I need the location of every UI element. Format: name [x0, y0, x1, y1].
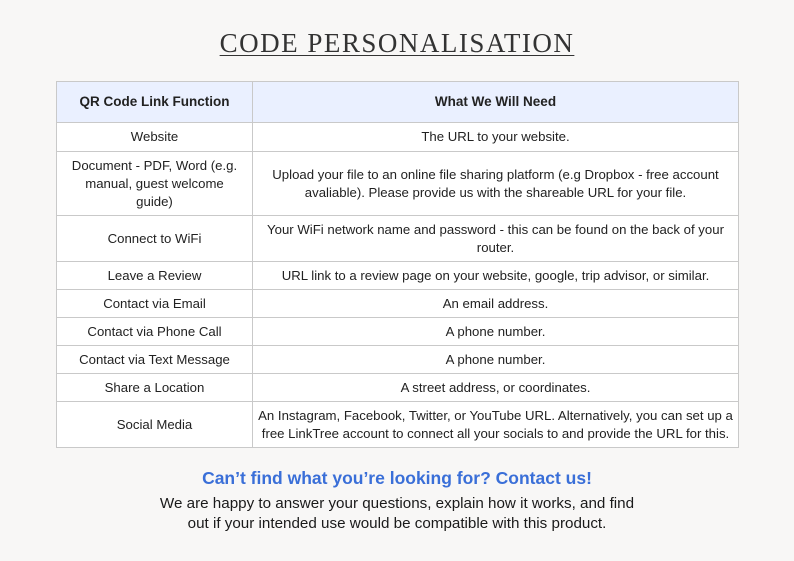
function-cell: Document - PDF, Word (e.g. manual, guest welcome guide): [57, 152, 253, 216]
function-cell: Share a Location: [57, 374, 253, 402]
table-row: [57, 152, 739, 216]
need-cell: A phone number.: [253, 318, 739, 346]
table-row: [57, 216, 739, 262]
table-header-row: [57, 82, 739, 123]
page-title: [0, 28, 794, 59]
table-row: [57, 123, 739, 152]
requirements-table: [56, 81, 739, 448]
function-cell: Contact via Phone Call: [57, 318, 253, 346]
contact-body: We are happy to answer your questions, explain how it works, and find out if your intended use would be compatible with this product.: [159, 495, 635, 532]
table-row: [57, 262, 739, 290]
table-row: [57, 318, 739, 346]
function-cell: Connect to WiFi: [57, 216, 253, 262]
need-cell: Your WiFi network name and password - this can be found on the back of your router.: [253, 216, 739, 262]
function-cell: Contact via Email: [57, 290, 253, 318]
contact-heading: Can’t find what you’re looking for? Contact us!: [202, 468, 592, 488]
table-row: [57, 346, 739, 374]
column-header-need: What We Will Need: [253, 82, 739, 123]
need-cell: A phone number.: [253, 346, 739, 374]
function-cell: Social Media: [57, 402, 253, 448]
table-row: [57, 290, 739, 318]
table-row: [57, 374, 739, 402]
function-cell: Contact via Text Message: [57, 346, 253, 374]
need-cell: URL link to a review page on your website, google, trip advisor, or similar.: [253, 262, 739, 290]
need-cell: A street address, or coordinates.: [253, 374, 739, 402]
function-cell: Website: [57, 123, 253, 152]
need-cell: An Instagram, Facebook, Twitter, or YouTube URL. Alternatively, you can set up a free LinkTree account to connect all your socials to and provide the URL for this.: [253, 402, 739, 448]
column-header-function: QR Code Link Function: [57, 82, 253, 123]
function-cell: Leave a Review: [57, 262, 253, 290]
table-row: [57, 402, 739, 448]
need-cell: Upload your file to an online file sharing platform (e.g Dropbox - free account avaliable). Please provide us with the shareable URL for your file.: [253, 152, 739, 216]
page-title-text: CODE PERSONALISATION: [219, 28, 575, 58]
need-cell: The URL to your website.: [253, 123, 739, 152]
need-cell: An email address.: [253, 290, 739, 318]
